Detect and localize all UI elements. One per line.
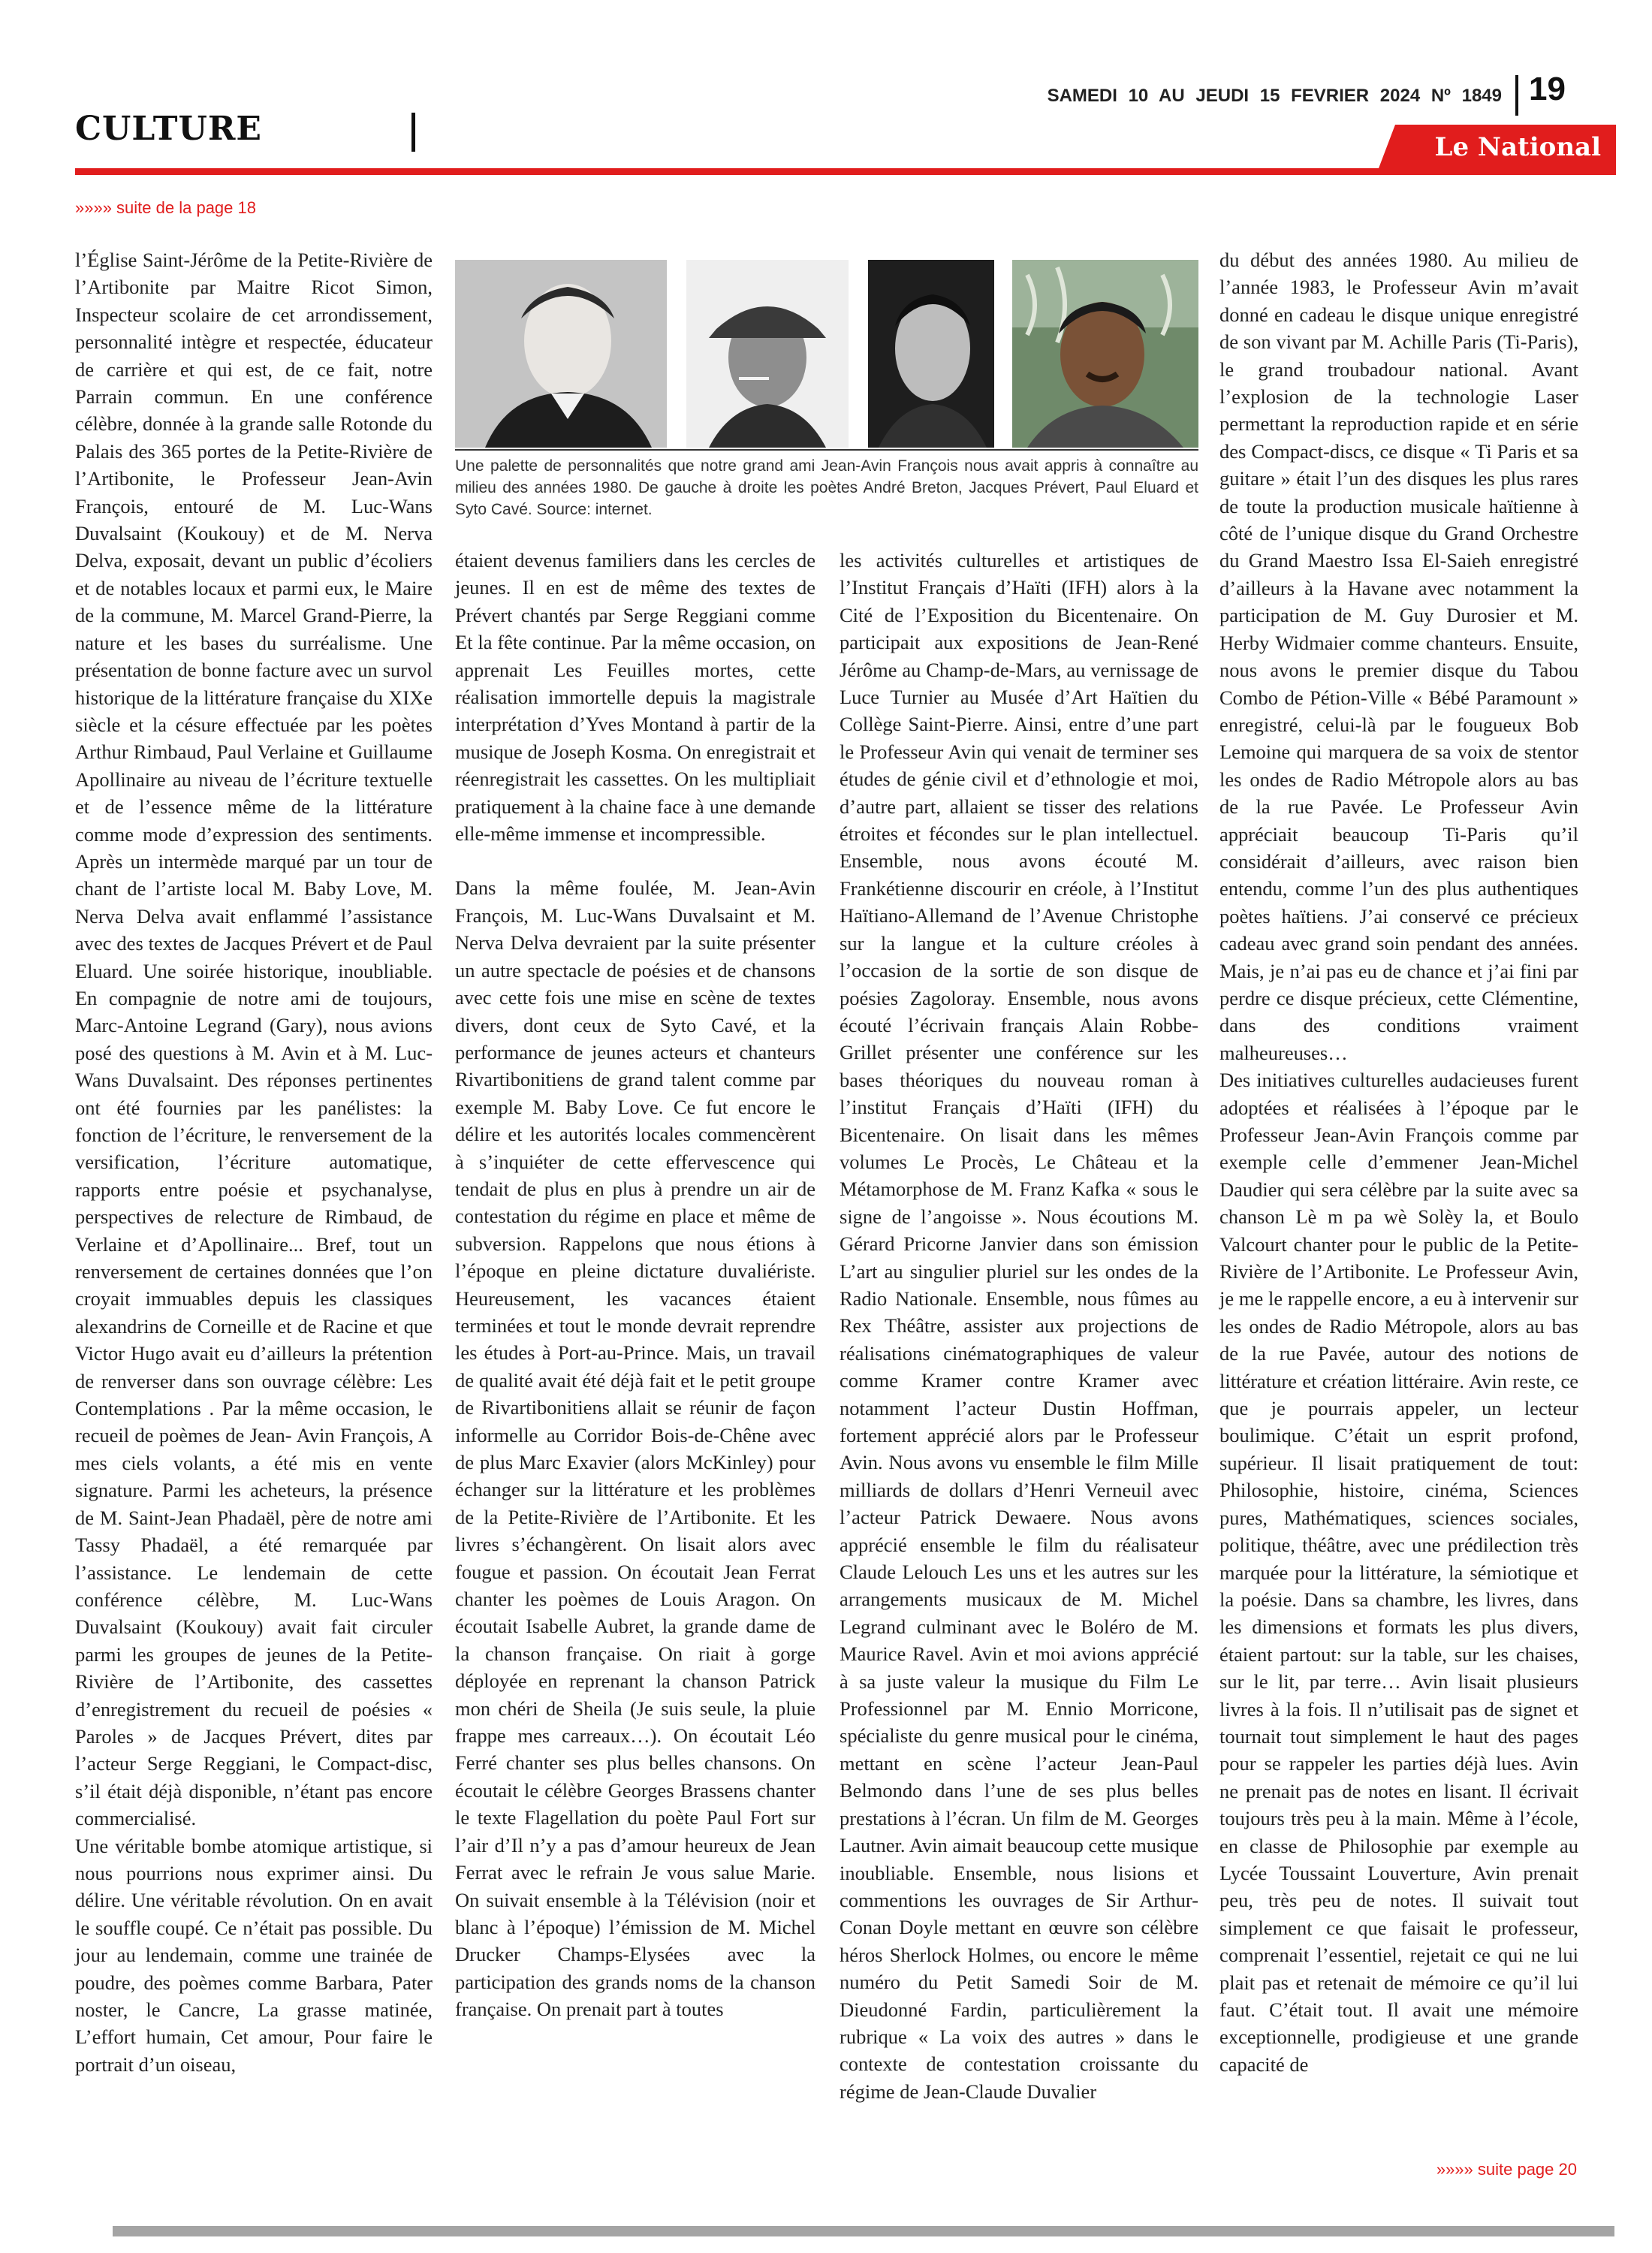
title-divider [411, 113, 415, 152]
portrait-photo-1 [455, 260, 667, 448]
page-number-divider [1515, 75, 1518, 116]
portrait-photo-2 [686, 260, 849, 448]
article-column-4 [1219, 246, 1578, 2078]
paragraph: les activités culturelles et artistiques de l’Institut Français d’Haïti (IFH) alors à la Cité de l’Exposition du Bicentenaire. On participait aux expositions de Jean-René Jérôme au Champ-de-Mars, au vernissage de Luce Turnier au Musée d’Art Haïtien du Collège Saint-Pierre. Ainsi, entre d’une part le Professeur Avin qui venait de terminer ses études de génie civil et d’ethnologie et moi, d’autre part, allaient se tisser des relations étroites et fécondes sur le plan intellectuel. Ensemble, nous avons écouté M. Frankétienne discourir en créole, à l’Institut Haïtiano-Allemand de l’Avenue Christophe sur la langue et la culture créoles à l’occasion de la sortie de son disque de poésies Zagoloray. Ensemble, nous avons écouté l’écrivain français Alain Robbe-Grillet présenter une conférence sur les bases théoriques du nouveau roman à l’institut Français d’Haïti (IFH) du Bicentenaire. On lisait dans les mêmes volumes Le Procès, Le Château et la Métamorphose de M. Franz Kafka « sous le signe de l’angoisse ». Nous écoutions M. Gérard Pricorne Janvier dans son émission L’art au singulier pluriel sur les ondes de la Radio Nationale. Ensemble, nous fûmes au Rex Théâtre, assister aux projections de réalisations cinématographiques de valeur comme Kramer contre Kramer avec notamment l’acteur Dustin Hoffman, fortement apprécié alors par le Professeur Avin. Nous avons vu ensemble le film Mille milliards de dollars d’Henri Verneuil avec l’acteur Patrick Dewaere. Nous avons apprécié ensemble le film du réalisateur Claude Lelouch Les uns et les autres sur les arrangements musicaux de M. Michel Legrand culminant avec le Boléro de M. Maurice Ravel. Avin et moi avions apprécié à sa juste valeur la musique du Film Le Professionnel par M. Ennio Morricone, spécialiste du genre musical pour le cinéma, mettant en scène l’acteur Jean-Paul Belmondo dans l’une de ses plus belles prestations à l’écran. Un film de M. Georges Lautner. Avin aimait beaucoup cette musique inoubliable. Ensemble, nous lisions et commentions les ouvrages de Sir Arthur-Conan Doyle mettant en œuvre son célèbre héros Sherlock Holmes, ou encore le même numéro du Petit Samedi Soir de M. Dieudonné Fardin, particulièrement la rubrique « La voix des autres » dans le contexte de contestation croissante du régime de Jean-Claude Duvalier [840, 549, 1198, 2103]
continuation-from-previous[interactable]: »»»» suite de la page 18 [75, 198, 256, 217]
paragraph: du début des années 1980. Au milieu de l’année 1983, le Professeur Avin m’avait donné en cadeau le disque unique enregistré de son vivant par M. Achille Paris (Ti-Paris), le grand troubadour national. Avant l’explosion de la technologie Laser permettant la reproduction rapide et en série des Compact-discs, ce disque « Ti Paris et sa guitare » était l’un des disques les plus rares de toute la production musicale haïtienne à côté de l’unique disque du Grand Orchestre du Grand Maestro Issa El-Saieh enregistré d’ailleurs à la Havane avec notamment la participation de M. Guy Durosier et M. Herby Widmaier comme chanteurs. Ensuite, nous avons le premier disque du Tabou Combo de Pétion-Ville « Bébé Paramount » enregistré, celui-là par le fougueux Bob Lemoine qui marquera de sa voix de stentor les ondes de Radio Métropole alors au bas de la rue Pavée. Le Professeur Avin appréciait beaucoup Ti-Paris qu’il considérait d’ailleurs, avec raison bien entendu, comme l’un des plus authentiques poètes haïtiens. J’ai conservé ce précieux cadeau avec grand soin pendant des années. Mais, je n’ai pas eu de chance et j’ai fini par perdre ce disque précieux, cette Clémentine, dans des conditions vraiment malheureuses… [1219, 249, 1578, 1064]
portrait-photo-4 [1012, 260, 1198, 448]
paragraph: Une véritable bombe atomique artistique, si nous pourrions nous exprimer ainsi. Du délire. Une véritable révolution. On en avait le souffle coupé. Ce n’était pas possible. Du jour au lendemain, comme une trainée de poudre, des poèmes comme Barbara, Pater noster, le Cancre, La grasse matinée, L’effort humain, Cet amour, Pour faire le portrait d’un oiseau, [75, 1834, 433, 2076]
article-column-1 [75, 246, 433, 2078]
paragraph: Des initiatives culturelles audacieuses furent adoptées et réalisées à l’époque par le Professeur Jean-Avin François comme par exemple celle d’emmener Jean-Michel Daudier qui sera célèbre par la suite avec sa chanson Lè m pa wè Solèy la, et Boulo Valcourt chanter pour le public de la Petite-Rivière de l’Artibonite. Le Professeur Avin, je me le rappelle encore, a eu à intervenir sur les ondes de Radio Métropole, alors au bas de la rue Pavée, autour des notions de littérature et création littéraire. Avin reste, ce que je pourrais appeler, un lecteur boulimique. C’était un esprit profond, supérieur. Il lisait pratiquement de tout: Philosophie, histoire, cinéma, Sciences pures, Mathématiques, sciences sociales, politique, théâtre, avec une prédilection très marquée pour la littérature, la sémiotique et la poésie. Dans sa chambre, les livres, dans les dimensions et formats les plus divers, étaient partout: sur la table, sur les chaises, sur le lit, par terre… Avin lisait plusieurs livres à la fois. Il n’utilisait pas de signet et tournait tout simplement le haut des pages pour se rappeler les parties déjà lues. Avin ne prenait pas de notes en lisant. Il écrivait toujours très peu à la main. Même à l’école, en classe de Philosophie par exemple au Lycée Toussaint Louverture, Avin prenait peu, très peu de notes. Il suivait tout simplement ce que faisait le professeur, comprenait l’essentiel, rejetait ce qui ne lui plait pas et retenait de mémoire ce qu’il lui faut. C’était tout. Il avait une mémoire exceptionnelle, prodigieuse et une grande capacité de [1219, 1069, 1578, 2076]
paragraph: l’Église Saint-Jérôme de la Petite-Rivière de l’Artibonite par Maitre Ricot Simon, Inspecteur scolaire de cet arrondissement, personnalité intègre et respectée, éducateur de carrière et qui est, de ce fait, notre Parrain commun. En une conférence célèbre, donnée à la grande salle Rotonde du Palais des 365 portes de la Petite-Rivière de l’Artibonite, le Professeur Jean-Avin François, entouré de M. Luc-Wans Duvalsaint (Koukouy) et de M. Nerva Delva, exposait, devant un public d’écoliers et de notables locaux et parmi eux, le Maire de la commune, M. Marcel Grand-Pierre, la nature et les bases du surréalisme. Une présentation de bonne facture avec un survol historique de la littérature française du XIXe siècle et la césure effectuée par les poètes Arthur Rimbaud, Paul Verlaine et Guillaume Apollinaire au niveau de l’écriture textuelle et de l’essence même de la littérature comme mode d’expression des sentiments. Après un intermède marqué par un tour de chant de l’artiste local M. Baby Love, M. Nerva Delva avait enflammé l’assistance avec des textes de Jacques Prévert et de Paul Eluard. Une soirée historique, inoubliable. En compagnie de notre ami de toujours, Marc-Antoine Legrand (Gary), nous avions posé des questions à M. Avin et à M. Luc-Wans Duvalsaint. Des réponses pertinentes ont été fournies par les panélistes: la fonction de l’écriture, le renversement de la versification, l’écriture automatique, rapports entre poésie et psychanalyse, perspectives de relecture de Rimbaud, de Verlaine et d’Apollinaire... Bref, tout un renversement de certaines données que l’on croyait immuables depuis les classiques alexandrins de Corneille et de Racine et que Victor Hugo avait eu d’ailleurs la prétention de renverser dans son ouvrage célèbre: Les Contemplations . Par la même occasion, le recueil de poèmes de Jean- Avin François, A mes ciels volants, a été mis en vente signature. Parmi les acheteurs, la présence de M. Saint-Jean Phadaël, père de notre ami Tassy Phadaël, a été remarquée par l’assistance. Le lendemain de cette conférence célèbre, M. Luc-Wans Duvalsaint (Koukouy) avait fait circuler parmi les groupes de jeunes de la Petite-Rivière de l’Artibonite, des cassettes d’enregistrement du recueil de poésies « Paroles » de Jacques Prévert, dites par l’acteur Serge Reggiani, le Compact-disc, s’il était déjà disponible, n’étant pas encore commercialisé. [75, 249, 433, 1830]
portrait-photo-strip [455, 260, 1198, 449]
footer-bar [113, 2226, 1614, 2236]
article-column-3 [840, 547, 1198, 2105]
newspaper-logo: Le National [1434, 132, 1601, 162]
section-title: CULTURE [75, 110, 262, 148]
portrait-photo-3 [868, 260, 994, 448]
page-number: 19 [1529, 71, 1566, 107]
issue-date-line: SAMEDI 10 AU JEUDI 15 FEVRIER 2024 Nº 1849 [1047, 86, 1502, 106]
paragraph: Dans la même foulée, M. Jean-Avin François, M. Luc-Wans Duvalsaint et M. Nerva Delva devraient par la suite présenter un autre spectacle de poésies et de chansons avec cette fois une mise en scène de textes divers, dont ceux de Syto Cavé, et la performance de jeunes acteurs et chanteurs Rivartibonitiens de grand talent comme par exemple M. Baby Love. Ce fut encore le délire et les autorités locales commencèrent à s’inquiéter de cette effervescence qui tendait de plus en plus à prendre un air de contestation du régime en place et même de subversion. Rappelons que nous étions à l’époque en pleine dictature duvaliériste. Heureusement, les vacances étaient terminées et tout le monde devrait reprendre les études à Port-au-Prince. Mais, un travail de qualité avait été déjà fait et le petit groupe de Rivartibonitiens allait se réunir de façon informelle au Corridor Bois-de-Chêne avec de plus Marc Exavier (alors McKinley) pour échanger sur la littérature et les problèmes de la Petite-Rivière de l’Artibonite. Et les livres s’échangèrent. On lisait alors avec fougue et passion. On écoutait Jean Ferrat chanter les poèmes de Louis Aragon. On écoutait Isabelle Aubret, la grande dame de la chanson française. On riait à gorge déployée en reprenant la chanson Patrick mon chéri de Sheila (Je suis seule, la pluie frappe mes carreaux…). On écoutait Léo Ferré chanter ses plus belles chansons. On écoutait le célèbre Georges Brassens chanter le texte Flagellation du poète Paul Fort sur l’air d’Il n’y a pas d’amour heureux de Jean Ferrat avec le refrain Je vous salue Marie. On suivait ensemble à la Télévision (noir et blanc à l’époque) l’émission de M. Michel Drucker Champs-Elysées avec la participation des grands noms de la chanson française. On prenait part à toutes [455, 876, 815, 2021]
header-rule [75, 168, 1616, 175]
continuation-to-next[interactable]: »»»» suite page 20 [1436, 2160, 1577, 2179]
paragraph: étaient devenus familiers dans les cercles de jeunes. Il en est de même des textes de Prévert chantés par Serge Reggiani comme Et la fête continue. Par la même occasion, on apprenait Les Feuilles mortes, cette réalisation immortelle depuis la magistrale interprétation d’Yves Montand à partir de la musique de Joseph Kosma. On enregistrait et réenregistrait les cassettes. On les multipliait pratiquement à la chaine face à une demande elle-même immense et incompressible. [455, 549, 815, 846]
photo-underline [455, 449, 1198, 451]
photo-caption: Une palette de personnalités que notre grand ami Jean-Avin François nous avait appris à connaître au milieu des années 1980. De gauche à droite les poètes André Breton, Jacques Prévert, Paul Eluard et Syto Cavé. Source: internet. [455, 457, 1198, 518]
article-column-2 [455, 547, 815, 2023]
